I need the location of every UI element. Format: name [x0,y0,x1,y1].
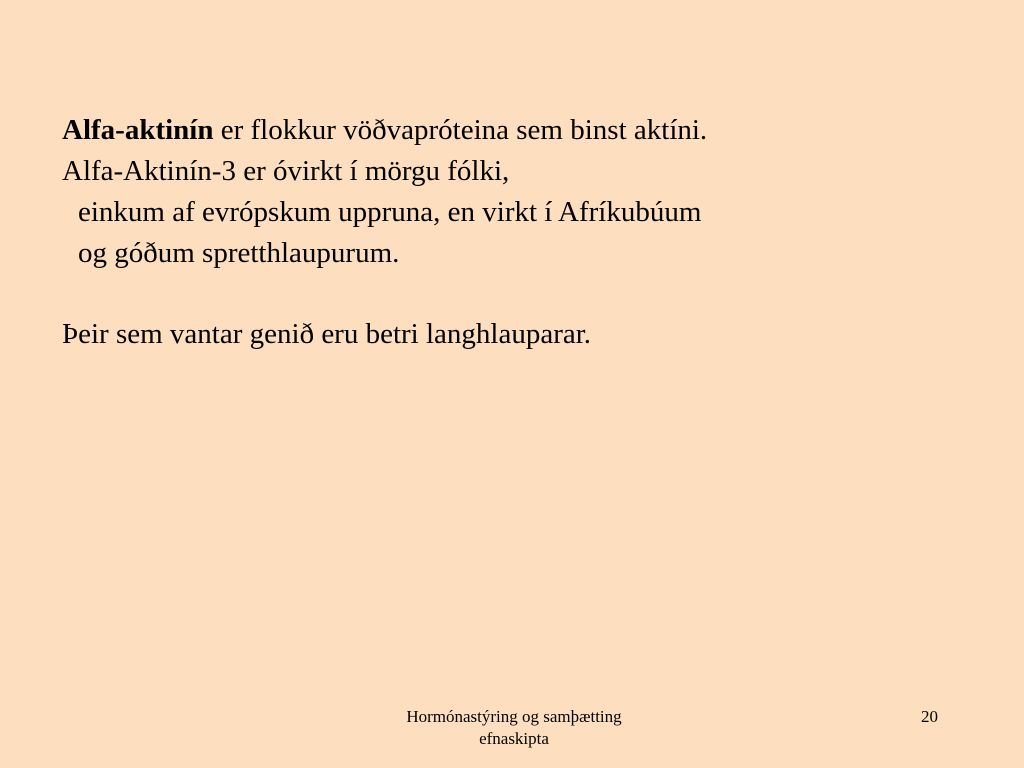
body-line-1-rest: er flokkur vöðvapróteina sem binst aktíni. [213,114,708,146]
footer-title [340,706,688,750]
page-number: 20 [921,707,938,726]
body-line-2: Alfa-Aktinín-3 er óvirkt í mörgu fólki, [62,155,510,187]
paragraph-gap [62,274,962,314]
slide-body-text [62,110,962,355]
body-line-4: og góðum spretthlaupurum. [78,237,400,269]
footer-title-line-1: Hormónastýring og samþætting [406,707,622,726]
body-line-3: einkum af evrópskum uppruna, en virkt í Afríkubúum [78,196,702,228]
footer-title-line-2: efnaskipta [479,729,549,748]
term-alfa-aktinin: Alfa-aktinín [62,114,214,146]
body-line-5: Þeir sem vantar genið eru betri langhlauparar. [62,318,592,350]
body-line-1 [62,110,962,151]
